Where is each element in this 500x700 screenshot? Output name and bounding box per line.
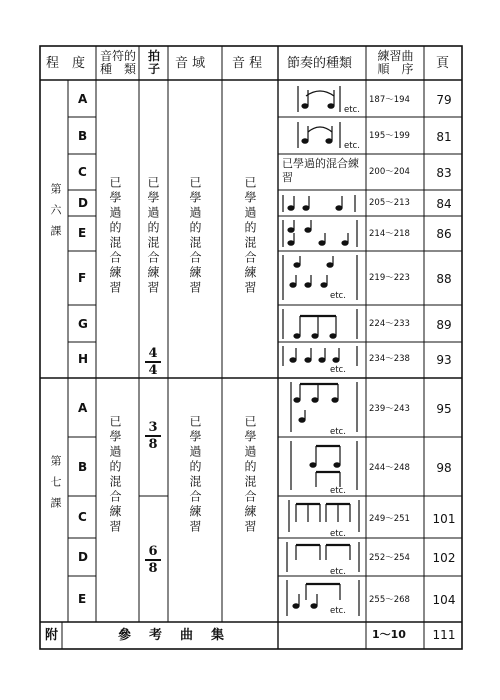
row-letter: A [78, 92, 88, 106]
page-number: 98 [436, 461, 452, 475]
exercise-range: 205～213 [369, 198, 410, 208]
page-number: 86 [436, 227, 452, 241]
header-page: 頁 [436, 56, 450, 71]
header-level: 程 度 [46, 56, 86, 71]
etc-label: etc. [330, 427, 346, 437]
row-letter: B [78, 460, 88, 474]
footer-label: 附 [45, 628, 59, 643]
etc-label: etc. [330, 486, 346, 496]
lesson6-label: 第六課 [49, 183, 62, 246]
rhythm-a [298, 86, 340, 112]
rhythm-7e [287, 580, 359, 616]
time-signature-3-8-numerator: 3 [148, 420, 158, 435]
row-letter: E [78, 592, 87, 606]
time-signature-4-4-numerator: 4 [148, 346, 158, 361]
exercise-range: 234～238 [369, 354, 410, 364]
lesson6-steps: 已學過的混合練習 [243, 176, 257, 296]
lesson6-beat: 已學過的混合練習 [146, 176, 160, 296]
exercise-range: 195～199 [369, 131, 410, 141]
exercise-range: 214～218 [369, 229, 410, 239]
rhythm-7b [291, 441, 357, 490]
row-letter: A [78, 401, 88, 415]
lesson7-range: 已學過的混合練習 [188, 415, 202, 535]
header-steps: 音 程 [232, 56, 263, 71]
lesson6-note-types: 已學過的混合練習 [108, 176, 122, 296]
etc-label: etc. [330, 567, 346, 577]
footer-range: 1～10 [372, 628, 406, 641]
row-letter: D [78, 550, 88, 564]
exercise-range: 239～243 [369, 404, 410, 414]
row-letter: H [78, 352, 89, 366]
etc-label: etc. [330, 291, 346, 301]
page-number: 88 [436, 272, 452, 286]
exercise-range: 255～268 [369, 595, 410, 605]
page-number: 81 [436, 130, 452, 144]
header-note-types-text: 音符的 種 類 [99, 49, 136, 76]
lesson7-steps: 已學過的混合練習 [243, 415, 257, 535]
lesson6-range: 已學過的混合練習 [188, 176, 202, 296]
rhythm-7a [291, 382, 357, 432]
lesson7-label: 第七課 [49, 455, 62, 518]
time-signature-4-4-denominator: 4 [148, 363, 158, 378]
exercise-range: 200～204 [369, 167, 410, 177]
page-number: 95 [436, 402, 452, 416]
exercise-range: 244～248 [369, 463, 410, 473]
etc-label: etc. [330, 365, 346, 375]
rhythm-e [283, 220, 357, 247]
header-exercise-order-text: 練習曲 順 序 [377, 49, 414, 76]
etc-label: etc. [344, 141, 360, 151]
header-range: 音 域 [175, 56, 206, 71]
exercise-range: 187～194 [369, 95, 410, 105]
page-number: 84 [436, 197, 452, 211]
rhythm-d [283, 195, 355, 212]
rhythm-h [283, 346, 357, 366]
rhythm-7c [289, 500, 359, 532]
lesson7-note-types: 已學過的混合練習 [108, 415, 122, 535]
etc-label: etc. [330, 529, 346, 539]
row-letter: C [78, 510, 87, 524]
row-letter: E [78, 226, 87, 240]
footer-page: 111 [432, 628, 456, 642]
rhythm-7d [287, 542, 359, 572]
row-letter: D [78, 196, 88, 210]
page-number: 89 [436, 318, 452, 332]
page-number: 102 [432, 551, 456, 565]
row-letter: B [78, 129, 88, 143]
row-letter: F [78, 271, 87, 285]
row-letter: G [78, 317, 88, 331]
time-signature-3-8-denominator: 8 [148, 437, 158, 452]
page-number: 101 [432, 512, 456, 526]
exercise-range: 224～233 [369, 319, 410, 329]
rhythm-text-c: 已學過的混合練習 [282, 157, 359, 184]
etc-label: etc. [344, 105, 360, 115]
exercise-range: 252～254 [369, 553, 410, 563]
rhythm-g [283, 309, 357, 339]
time-signature-6-8-denominator: 8 [148, 561, 158, 576]
page-number: 93 [436, 353, 452, 367]
exercise-range: 219～223 [369, 273, 410, 283]
exercise-range: 249～251 [369, 514, 410, 524]
etc-label: etc. [330, 606, 346, 616]
header-rhythm-types: 節奏的種類 [287, 56, 353, 71]
footer-title: 參考曲集 [118, 628, 243, 643]
page-number: 83 [436, 166, 452, 180]
page-number: 104 [432, 593, 456, 607]
row-letter: C [78, 165, 87, 179]
time-signature-6-8-numerator: 6 [148, 544, 158, 559]
rhythm-b [298, 122, 340, 148]
header-beat-text: 拍子 [147, 49, 160, 76]
page-number: 79 [436, 93, 452, 107]
